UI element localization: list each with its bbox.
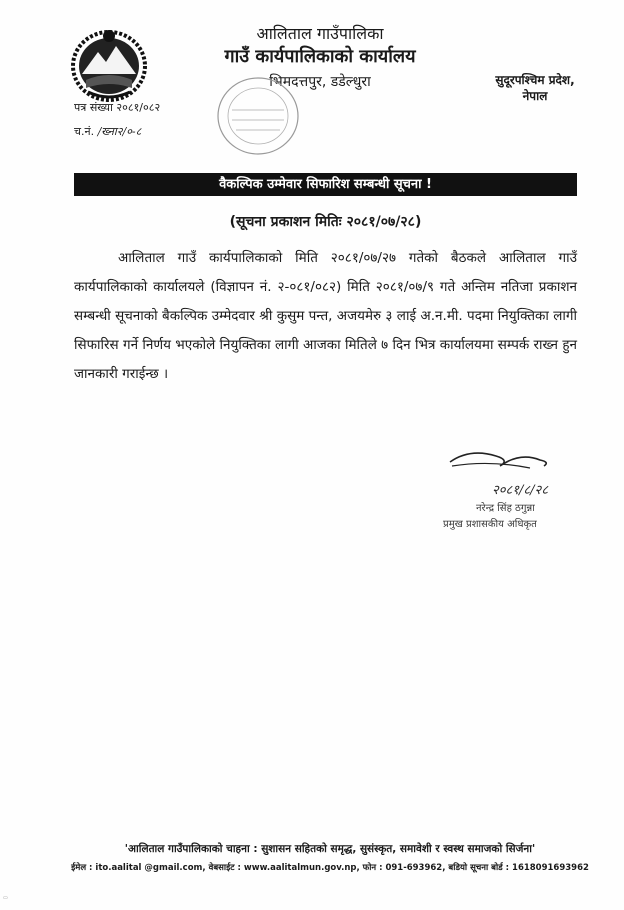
office-name: गाउँ कार्यपालिकाको कार्यालय <box>224 46 416 67</box>
scanner-watermark-icon: ▭ <box>3 895 8 901</box>
letter-number-value: २०८१/०८२ <box>116 101 161 114</box>
publication-date: (सूचना प्रकाशन मितिः २०८१/०७/२८) <box>229 214 422 230</box>
footer-motto: 'आलिताल गाउँपालिकाको चाहना : सुशासन सहितको समृद्ध, सुसंस्कृत, समावेशी र स्वस्थ समाजको सिर्जना' <box>124 843 536 855</box>
nepal-emblem-icon <box>68 22 150 104</box>
office-stamp-icon <box>210 70 310 170</box>
signatory-name: नरेन्द्र सिंह ठगुन्ना <box>476 503 535 514</box>
letter-number <box>74 100 160 115</box>
notice-body: आलिताल गाउँ कार्यपालिकाको मिति २०८१/०७/२७ गतेको बैठकले आलिताल गाउँ कार्यपालिकाको कार्यालयले (विज्ञापन नं. २-०८१/०८२) मिति २०८१/०७/९ गते अन्तिम नतिजा प्रकाशन सम्बन्धी सूचनाको बैकल्पिक उम्मेदवार श्री कुसुम पन्त, अजयमेरु ३ लाई अ.न.मी. पदमा नियुक्तिका लागी सिफारिस गर्ने निर्णय भएकोले नियुक्तिका लागी आजका मितिले ७ दिन भित्र कार्यालयमा सम्पर्क राख्न हुन जानकारी गराईन्छ । <box>74 250 577 382</box>
letter-number-label: पत्र संख्या <box>74 101 113 114</box>
country-name: नेपाल <box>522 89 548 103</box>
signature-date: २०८१/८/२८ <box>492 483 549 498</box>
dispatch-number-value: /ख्ना२/०-८ <box>97 125 142 138</box>
province-block <box>470 72 600 104</box>
dispatch-number-label: च.नं. <box>74 125 95 138</box>
office-address: भिमदत्तपुर, डडेल्धुरा <box>269 74 371 90</box>
footer-contact: ईमेल : ito.aalital @gmail.com, वेबसाईट : www.aalitalmun.gov.np, फोन : 091-693962, बडियो सूचना बोर्ड : 1618091693962 <box>71 863 589 873</box>
municipality-name: आलिताल गाउँपालिका <box>256 24 384 43</box>
dispatch-number <box>74 124 141 139</box>
province-name: सुदूरपश्चिम प्रदेश, <box>495 73 575 87</box>
notice-title-banner: वैकल्पिक उम्मेवार सिफारिश सम्बन्धी सूचना ! <box>74 173 577 196</box>
signatory-title: प्रमुख प्रशासकीय अधिकृत <box>443 519 537 530</box>
